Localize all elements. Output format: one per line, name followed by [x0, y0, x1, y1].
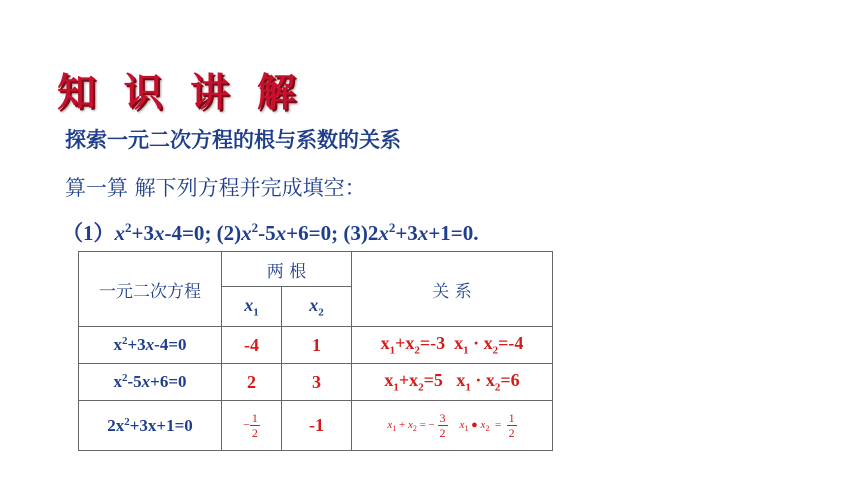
equation-1: $x^2+3x-4=0$	[114, 220, 205, 245]
eq-end: .	[473, 221, 479, 245]
eq3-prefix: ; (3)	[331, 221, 368, 245]
equation-3: $2x^2+3x+1=0$	[367, 220, 474, 245]
header-x2: $x_2$	[282, 287, 352, 327]
header-relation: 关 系	[352, 252, 553, 327]
row3-relation: $x_1 + x_2$ = − $\frac{3}{2}$ $x_1$ ● $x_2$ = $\frac{1}{2}$	[352, 401, 553, 451]
row2-equation: $x^2-5x+6=0$	[79, 364, 222, 401]
equation-2: $x^2-5x+6=0$	[241, 220, 332, 245]
equations-line	[62, 217, 479, 247]
row1-x2: 1	[282, 327, 352, 364]
row2-x2: 3	[282, 364, 352, 401]
eq2-prefix: ; (2)	[204, 221, 242, 245]
row3-equation: $2x^2+3x+1=0$	[79, 401, 222, 451]
header-equation: 一元二次方程	[79, 252, 222, 327]
row2-relation: $x_1+x_2=5$ $x_1 \cdot x_2=6$	[352, 364, 553, 401]
header-roots: 两 根	[222, 252, 352, 287]
row3-x2: -1	[282, 401, 352, 451]
section-subtitle: 探索一元二次方程的根与系数的关系	[65, 128, 401, 152]
row3-x1: − $\frac{1}{2}$	[222, 401, 282, 451]
eq1-prefix: （1）	[62, 221, 115, 245]
header-x1: $x_1$	[222, 287, 282, 327]
row1-x1: -4	[222, 327, 282, 364]
table-row	[79, 401, 553, 451]
row1-equation: $x^2+3x-4=0$	[79, 327, 222, 364]
page-title: 知 识 讲 解	[57, 71, 303, 116]
table-row	[79, 327, 553, 364]
row1-relation: $x_1+x_2=-3$ $x_1 \cdot x_2=-4$	[352, 327, 553, 364]
roots-coefficients-table	[78, 251, 553, 451]
exercise-prompt: 算一算 解下列方程并完成填空：	[65, 176, 366, 200]
table-row	[79, 364, 553, 401]
row2-x1: 2	[222, 364, 282, 401]
